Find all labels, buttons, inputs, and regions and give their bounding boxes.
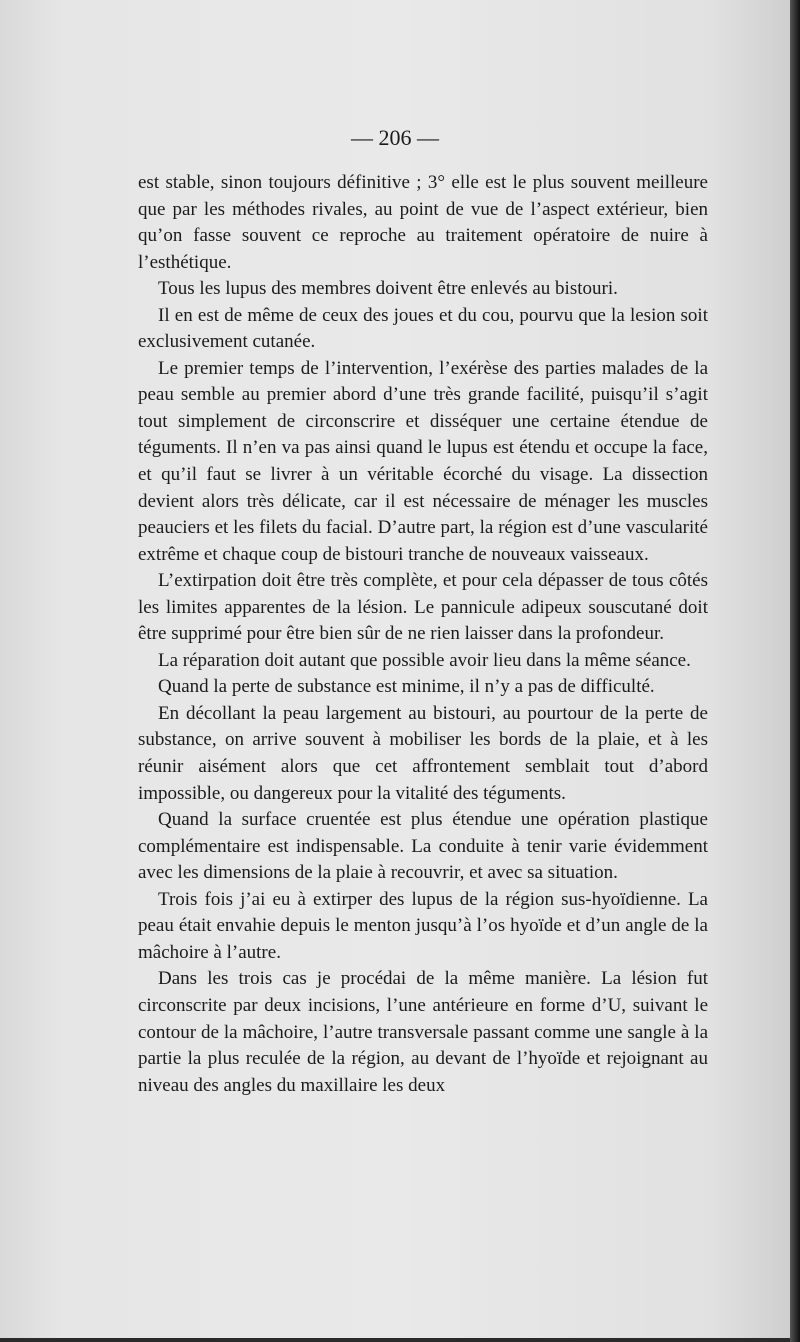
paragraph: Il en est de même de ceux des joues et du cou, pourvu que la lesion soit exclusivement cutanée. bbox=[138, 304, 708, 353]
paragraph: Le premier temps de l’intervention, l’exérèse des parties malades de la peau semble au premier abord d’une très grande facilité, puisqu’il s’agit tout simplement de circonscrire et disséquer une certaine étendue de téguments. Il n’en va pas ainsi quand le lupus est étendu et occupe la face, et qu’il faut se livrer à un véritable écorché du visage. La dissection devient alors très délicate, car il est nécessaire de ménager les muscles peauciers et les filets du facial. D’autre part, la région est d’une vascularité extrême et chaque coup de bistouri tranche de nouveaux vaisseaux. bbox=[138, 357, 708, 565]
paragraph: est stable, sinon toujours définitive ; 3° elle est le plus souvent meilleure que par les méthodes rivales, au point de vue de l’aspect extérieur, bien qu’on fasse souvent ce reproche au traitement opératoire de nuire à l’esthétique. bbox=[138, 172, 708, 273]
paragraph: Dans les trois cas je procédai de la même manière. La lésion fut circonscrite par deux incisions, l’une antérieure en forme d’U, suivant le contour de la mâchoire, l’autre transversale passant comme une sangle à la partie la plus reculée de la région, au devant de l’hyoïde et rejoignant au niveau des angles du maxillaire les deux bbox=[138, 968, 708, 1096]
scan-edge bbox=[790, 0, 800, 1342]
paragraph: Tous les lupus des membres doivent être enlevés au bistouri. bbox=[158, 278, 618, 300]
paragraph: L’extirpation doit être très complète, et pour cela dépasser de tous côtés les limites apparentes de la lésion. Le pannicule adipeux souscutané doit être supprimé pour être bien sûr de ne rien laisser dans la profondeur. bbox=[138, 570, 708, 645]
paragraph: En décollant la peau largement au bistouri, au pourtour de la perte de substance, on arrive souvent à mobiliser les bords de la plaie, et à les réunir aisément alors que cet affrontement semblait tout d’abord impossible, ou dangereux pour la vitalité des téguments. bbox=[138, 702, 708, 804]
paragraph: Quand la surface cruentée est plus étendue une opération plastique complémentaire est indispensable. La conduite à tenir varie évidemment avec les dimensions de la plaie à recouvrir, et avec sa situation. bbox=[138, 809, 708, 884]
paragraph: Trois fois j’ai eu à extirper des lupus de la région sus-hyoïdienne. La peau était envahie depuis le menton jusqu’à l’os hyoïde et d’un angle de la mâchoire à l’autre. bbox=[138, 888, 708, 963]
paragraph: La réparation doit autant que possible avoir lieu dans la même séance. bbox=[158, 649, 691, 671]
body-text bbox=[138, 170, 708, 1099]
page-number: — 206 — bbox=[351, 125, 439, 150]
paragraph: Quand la perte de substance est minime, il n’y a pas de difficulté. bbox=[158, 676, 655, 698]
